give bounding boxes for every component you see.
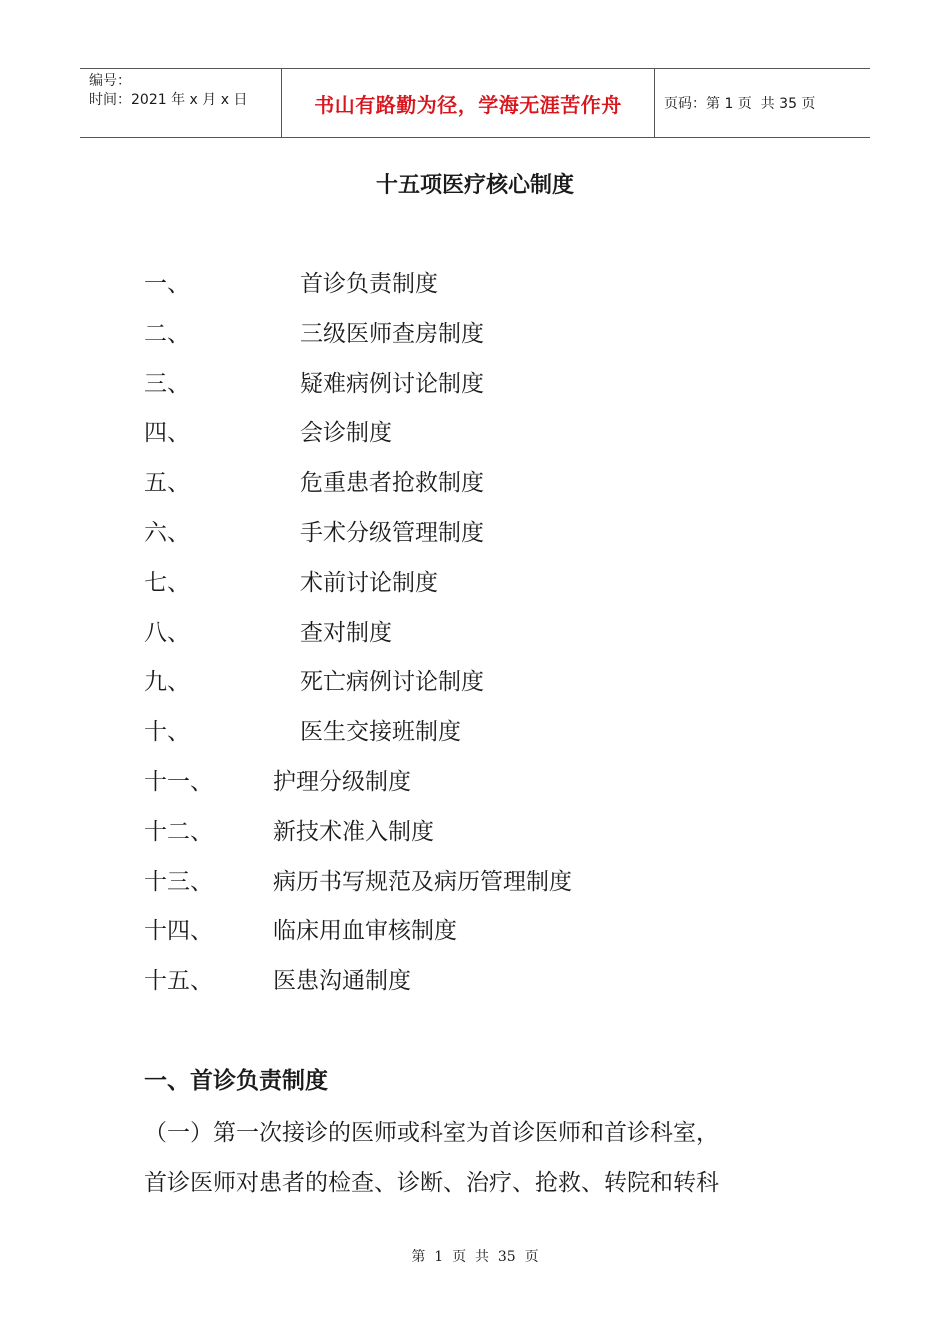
toc-item	[144, 561, 784, 611]
toc-item	[144, 312, 784, 362]
document-title: 十五项医疗核心制度	[375, 173, 574, 198]
toc-item	[144, 959, 784, 1009]
toc-item-text: 三级医师查房制度	[300, 320, 484, 347]
toc-item-number: 六、	[144, 519, 190, 546]
toc-item	[144, 262, 784, 312]
header-motto-cell	[282, 69, 655, 137]
header-meta	[80, 69, 282, 137]
table-of-contents	[144, 262, 784, 1009]
toc-item	[144, 660, 784, 710]
toc-item-text: 病历书写规范及病历管理制度	[273, 868, 572, 895]
toc-item-text: 术前讨论制度	[300, 569, 438, 596]
toc-item-number: 四、	[144, 420, 190, 447]
toc-item	[144, 860, 784, 910]
toc-item-text: 首诊负责制度	[300, 271, 438, 297]
toc-item-number: 五、	[144, 470, 190, 497]
toc-item-number: 七、	[144, 569, 190, 596]
toc-item-number: 二、	[144, 320, 190, 347]
header-page-cell	[655, 69, 870, 137]
toc-item-text: 会诊制度	[300, 420, 392, 447]
body-line: （一）第一次接诊的医师或科室为首诊医师和首诊科室，	[144, 1120, 719, 1146]
toc-item-number: 十五、	[144, 968, 213, 995]
header-motto: 书山有路勤为径，学海无涯苦作舟	[314, 92, 622, 117]
toc-item-number: 十四、	[144, 918, 213, 945]
toc-item	[144, 710, 784, 760]
toc-item	[144, 611, 784, 661]
toc-item	[144, 760, 784, 810]
toc-item-number: 十二、	[144, 818, 213, 845]
header-number-label: 编号：	[89, 73, 131, 89]
toc-item	[144, 411, 784, 461]
toc-item-text: 护理分级制度	[273, 768, 411, 795]
toc-item-text: 危重患者抢救制度	[300, 470, 484, 497]
header-table	[80, 68, 870, 138]
toc-item-number: 八、	[144, 619, 190, 646]
toc-item-number: 十、	[144, 719, 190, 746]
page-footer: 第 1 页 共 35 页	[411, 1249, 539, 1265]
header-page-info: 页码：第 1 页 共 35 页	[664, 96, 816, 112]
toc-item	[144, 909, 784, 959]
section-body-paragraph	[144, 1108, 794, 1208]
toc-item-text: 医生交接班制度	[300, 719, 461, 746]
toc-item-number: 一、	[144, 271, 190, 297]
toc-item-text: 医患沟通制度	[273, 968, 411, 995]
toc-item-text: 死亡病例讨论制度	[300, 669, 484, 696]
toc-item-text: 临床用血审核制度	[273, 918, 457, 945]
toc-item-number: 九、	[144, 669, 190, 696]
toc-item-text: 手术分级管理制度	[300, 519, 484, 546]
toc-item	[144, 810, 784, 860]
toc-item	[144, 511, 784, 561]
toc-item-number: 十三、	[144, 868, 213, 895]
toc-item	[144, 461, 784, 511]
toc-item	[144, 362, 784, 412]
toc-item-text: 新技术准入制度	[273, 818, 434, 845]
toc-item-text: 疑难病例讨论制度	[300, 370, 484, 397]
toc-item-text: 查对制度	[300, 619, 392, 646]
toc-item-number: 十一、	[144, 768, 213, 795]
header-date-label: 时间：2021 年 x 月 x 日	[89, 92, 248, 108]
toc-item-number: 三、	[144, 370, 190, 397]
body-line: 首诊医师对患者的检查、诊断、治疗、抢救、转院和转科	[144, 1170, 719, 1196]
section-heading: 一、首诊负责制度	[144, 1068, 328, 1094]
